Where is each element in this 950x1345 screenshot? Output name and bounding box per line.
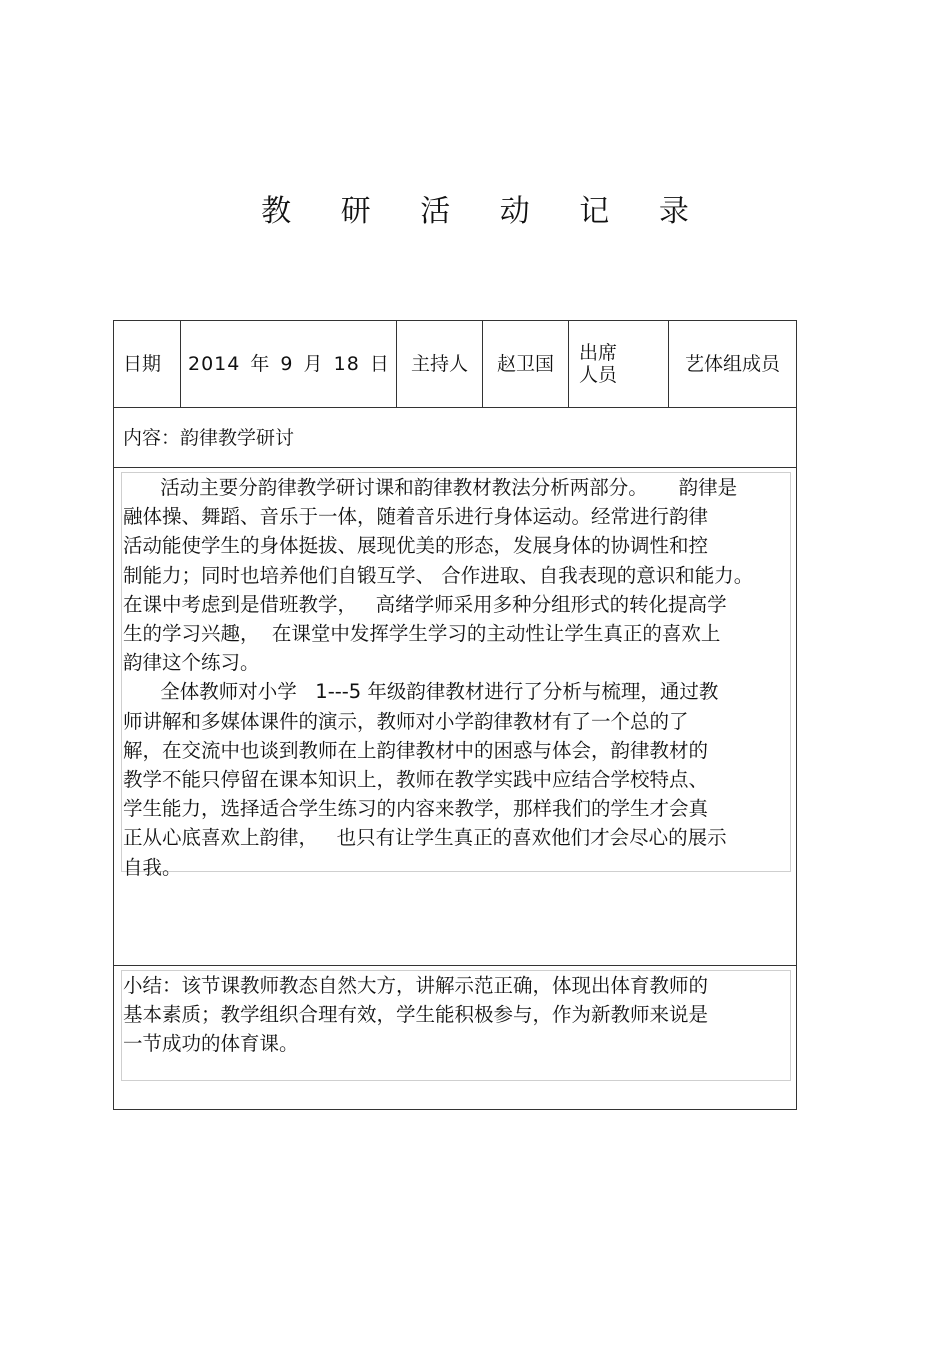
content-text <box>123 473 791 882</box>
summary-line: 基本素质；教学组织合理有效，学生能积极参与，作为新教师来说是 <box>123 1003 709 1027</box>
record-table <box>113 320 797 1110</box>
date-label: 日期 <box>114 321 181 407</box>
summary-box <box>121 970 791 1081</box>
content-line: 在课中考虑到是借班教学， 高绪学师采用多种分组形式的转化提高学 <box>123 592 727 616</box>
topic-text: 内容：韵律教学研讨 <box>123 427 295 449</box>
content-line: 师讲解和多媒体课件的演示，教师对小学韵律教材有了一个总的了 <box>123 709 689 733</box>
content-line: 活动能使学生的身体挺拔、展现优美的形态，发展身体的协调性和控 <box>123 534 709 558</box>
host-label: 主持人 <box>397 321 483 407</box>
content-line: 融体操、舞蹈、音乐于一体，随着音乐进行身体运动。经常进行韵律 <box>123 505 709 529</box>
content-line: 解，在交流中也谈到教师在上韵律教材中的困惑与体会，韵律教材的 <box>123 738 709 762</box>
content-line: 全体教师对小学 1---5 年级韵律教材进行了分析与梳理，通过教 <box>123 680 719 704</box>
topic-row <box>114 408 796 468</box>
content-line: 活动主要分韵律教学研讨课和韵律教材教法分析两部分。 韵律是 <box>123 476 738 499</box>
date-value: 2014 年 9 月 18 日 <box>181 321 397 407</box>
content-box <box>121 472 791 879</box>
page-title: 教 研 活 动 记 录 <box>261 194 709 229</box>
content-line: 教学不能只停留在课本知识上，教师在教学实践中应结合学校特点、 <box>123 768 709 792</box>
summary-line: 小结：该节课教师教态自然大方，讲解示范正确，体现出体育教师的 <box>123 974 709 997</box>
host-value: 赵卫国 <box>483 321 569 407</box>
header-row <box>114 321 796 408</box>
content-line: 自我。 <box>123 855 182 879</box>
content-line: 韵律这个练习。 <box>123 651 260 675</box>
content-line: 正从心底喜欢上韵律， 也只有让学生真正的喜欢他们才会尽心的展示 <box>123 826 727 850</box>
summary-text <box>123 971 791 1059</box>
summary-line: 一节成功的体育课。 <box>123 1032 299 1056</box>
content-line: 学生能力，选择适合学生练习的内容来教学，那样我们的学生才会真 <box>123 797 709 821</box>
content-row <box>114 468 796 966</box>
attendees-label: 出席 人员 <box>569 321 669 407</box>
content-line: 制能力；同时也培养他们自锻互学、 合作进取、自我表现的意识和能力。 <box>123 563 754 587</box>
summary-row <box>114 966 796 1109</box>
attendees-value: 艺体组成员 <box>684 353 780 375</box>
content-line: 生的学习兴趣， 在课堂中发挥学生学习的主动性让学生真正的喜欢上 <box>123 622 721 646</box>
